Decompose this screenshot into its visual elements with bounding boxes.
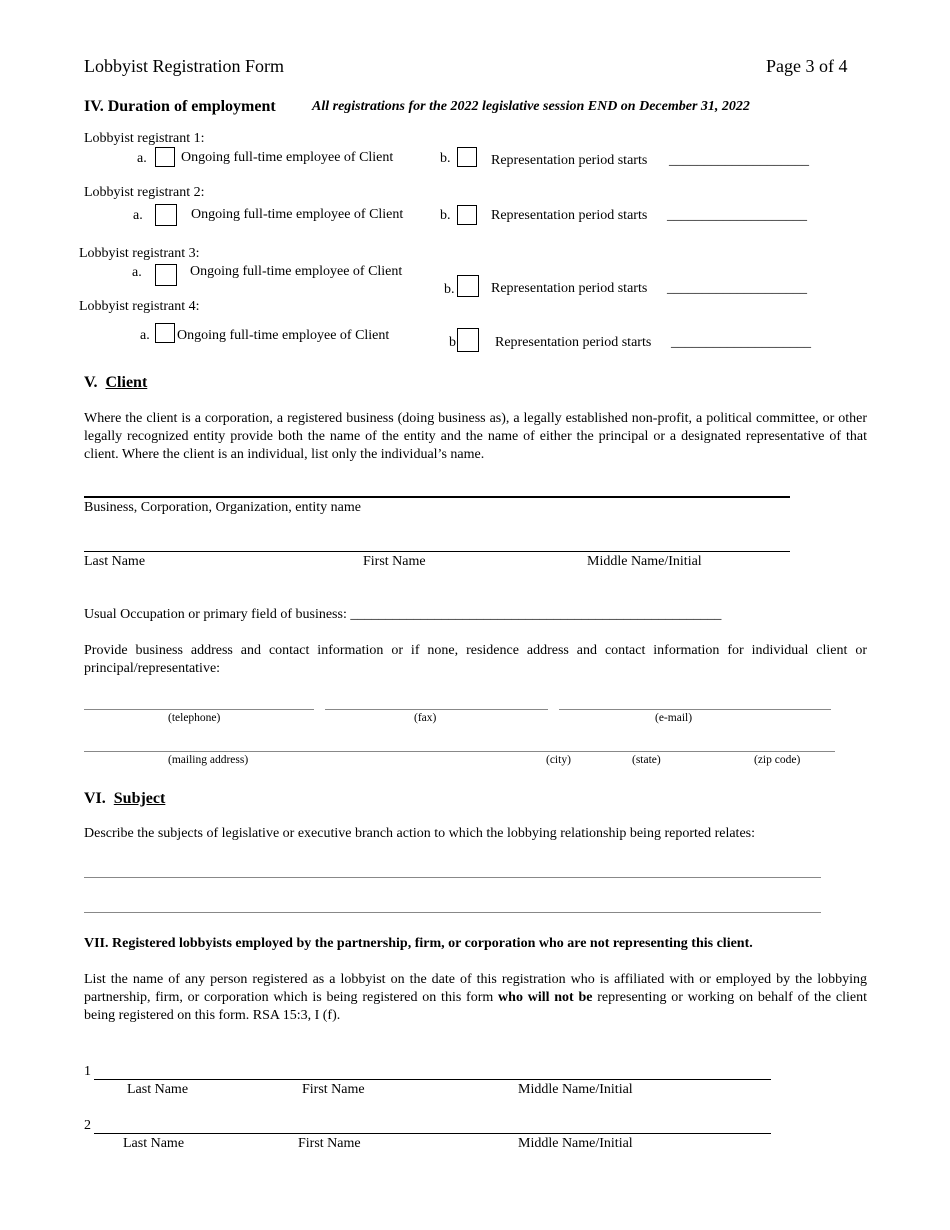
entity-name-line[interactable] — [84, 496, 790, 498]
occupation-field — [84, 607, 721, 623]
registrant-1-b-marker: b. — [440, 151, 451, 166]
email-caption: (e-mail) — [655, 712, 693, 724]
registrant-3-fulltime-checkbox[interactable] — [155, 264, 177, 286]
registrant-2-period-blank[interactable]: ____________________ — [667, 208, 807, 223]
registrant-4-a-marker: a. — [140, 328, 150, 343]
telephone-line[interactable] — [84, 709, 314, 710]
fax-caption: (fax) — [414, 712, 437, 724]
section-v-heading — [84, 374, 147, 392]
registrant-2-label: Lobbyist registrant 2: — [84, 185, 205, 200]
subject-prompt: Describe the subjects of legislative or executive branch action to which the lobbying relationship being reported relates: — [84, 826, 756, 841]
registrant-2-b-marker: b. — [440, 208, 451, 223]
lobbyist-row-1-line[interactable] — [94, 1079, 771, 1080]
section-v-title: Client — [105, 374, 148, 391]
subject-line-2[interactable] — [84, 912, 821, 913]
registrant-4-period-blank[interactable]: ____________________ — [671, 335, 811, 350]
registrant-4-period-label: Representation period starts — [495, 335, 652, 350]
registrant-1-fulltime-label: Ongoing full-time employee of Client — [181, 150, 394, 165]
lobbyist-row-2-line[interactable] — [94, 1133, 771, 1134]
lobbyist-row-1-last-label: Last Name — [127, 1082, 189, 1097]
mailing-address-caption: (mailing address) — [168, 754, 249, 766]
entity-name-label: Business, Corporation, Organization, entity name — [84, 500, 361, 515]
occupation-label: Usual Occupation or primary field of business: — [84, 607, 347, 622]
lobbyist-row-2-first-label: First Name — [298, 1136, 361, 1151]
registrant-2-fulltime-checkbox[interactable] — [155, 204, 177, 226]
section-vi-heading — [84, 790, 165, 808]
section-vi-numeral: VI. — [84, 790, 106, 807]
registrant-1-a-marker: a. — [137, 151, 147, 166]
registrant-1-period-label: Representation period starts — [491, 153, 648, 168]
registrant-4-fulltime-label: Ongoing full-time employee of Client — [177, 328, 390, 343]
registrant-3-a-marker: a. — [132, 265, 142, 280]
section-vi-title: Subject — [113, 790, 166, 807]
occupation-blank[interactable]: _____________________________________________________ — [350, 607, 722, 622]
registrant-2-fulltime-label: Ongoing full-time employee of Client — [191, 207, 404, 222]
client-last-name-label: Last Name — [84, 554, 146, 569]
address-instructions: Provide business address and contact information or if none, residence address and contact information for individual client or principal/representative: — [84, 643, 867, 676]
non-representing-instructions — [84, 971, 867, 1025]
subject-line-1[interactable] — [84, 877, 821, 878]
session-end-note: All registrations for the 2022 legislative session END on December 31, 2022 — [312, 99, 750, 114]
lobbyist-row-1-middle-label: Middle Name/Initial — [518, 1082, 633, 1097]
para-start: List the name of any person registered as a lobbyist on the date of this registration who is affiliated with or employed by the lobbying partnership, firm, or corporation which is being registered on this form — [84, 972, 867, 1005]
registrant-3-b-marker: b. — [444, 282, 455, 297]
registrant-1-fulltime-checkbox[interactable] — [155, 147, 175, 167]
state-caption: (state) — [632, 754, 661, 766]
fax-line[interactable] — [325, 709, 548, 710]
registrant-4-b-marker: b — [449, 335, 456, 350]
registrant-1-period-blank[interactable]: ____________________ — [669, 153, 809, 168]
lobbyist-row-1-first-label: First Name — [302, 1082, 365, 1097]
zip-code-caption: (zip code) — [754, 754, 801, 766]
registrant-4-period-checkbox[interactable] — [457, 328, 479, 352]
registrant-3-period-label: Representation period starts — [491, 281, 648, 296]
telephone-caption: (telephone) — [168, 712, 221, 724]
email-line[interactable] — [559, 709, 831, 710]
lobbyist-row-2-number: 2 — [84, 1118, 91, 1133]
client-name-line[interactable] — [84, 551, 790, 552]
lobbyist-row-2-last-label: Last Name — [123, 1136, 185, 1151]
city-caption: (city) — [546, 754, 571, 766]
para-emphasis: who will not be — [498, 990, 593, 1005]
registrant-2-period-checkbox[interactable] — [457, 205, 477, 225]
registrant-1-label: Lobbyist registrant 1: — [84, 131, 205, 146]
registrant-2-a-marker: a. — [133, 208, 143, 223]
client-middle-name-label: Middle Name/Initial — [587, 554, 702, 569]
registrant-3-fulltime-label: Ongoing full-time employee of Client — [190, 264, 403, 279]
form-title: Lobbyist Registration Form — [84, 56, 284, 76]
registrant-3-period-checkbox[interactable] — [457, 275, 479, 297]
client-first-name-label: First Name — [363, 554, 426, 569]
registrant-3-period-blank[interactable]: ____________________ — [667, 281, 807, 296]
lobbyist-row-2-middle-label: Middle Name/Initial — [518, 1136, 633, 1151]
registrant-2-period-label: Representation period starts — [491, 208, 648, 223]
page-number: Page 3 of 4 — [766, 56, 848, 76]
mailing-address-line[interactable] — [84, 751, 835, 752]
registrant-1-period-checkbox[interactable] — [457, 147, 477, 167]
section-vii-heading: VII. Registered lobbyists employed by the partnership, firm, or corporation who are not representing this client. — [84, 936, 753, 951]
registrant-4-label: Lobbyist registrant 4: — [79, 299, 200, 314]
registrant-3-label: Lobbyist registrant 3: — [79, 246, 200, 261]
section-iv-heading: IV. Duration of employment — [84, 98, 276, 115]
registrant-4-fulltime-checkbox[interactable] — [155, 323, 175, 343]
lobbyist-row-1-number: 1 — [84, 1064, 91, 1079]
section-v-numeral: V. — [84, 374, 98, 391]
para-end: representing or working on behalf of the client being registered on this form. RSA 15:3, I (f). — [84, 990, 868, 1023]
client-instructions: Where the client is a corporation, a registered business (doing business as), a legally established non-profit, a political committee, or other legally recognized entity provide both the name of the entity and the name of either the principal or a designated representative of that client. Where the client is an individual, list only the individual’s name. — [84, 411, 867, 462]
